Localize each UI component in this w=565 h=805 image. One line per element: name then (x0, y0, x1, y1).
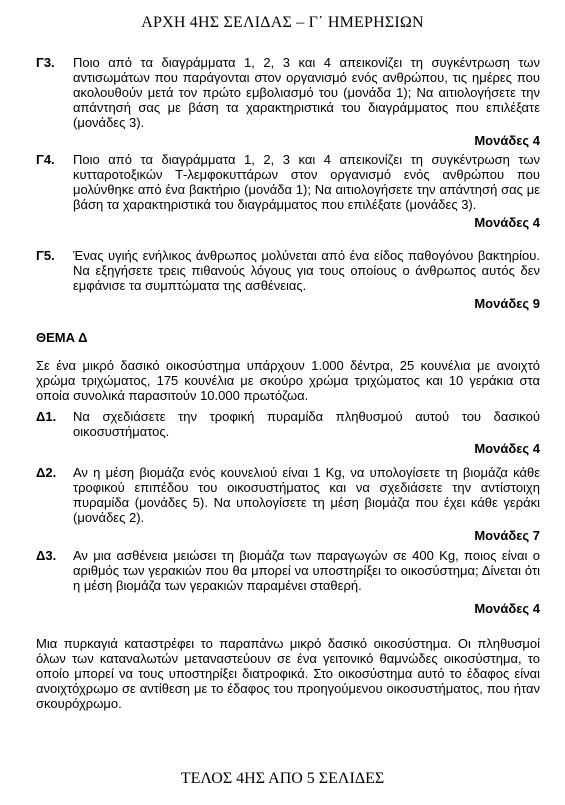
section-intro: Σε ένα μικρό δασικό οικοσύστημα υπάρχουν 1.000 δέντρα, 25 κουνέλια με ανοιχτό χρώμα τριχώματος, 175 κουνέλια με σκούρο χρώμα τριχώματος και 10 γεράκια στα οποία συνολικά παρασιτούν 10.000 πρωτόζωα. (36, 358, 540, 403)
question-text: Ένας υγιής ενήλικος άνθρωπος μολύνεται από ένα είδος παθογόνου βακτηρίου. Να εξηγήσετε τρεις πιθανούς λόγους για τους οποίους ο άνθρωπος αυτός δεν εμφάνισε τα συμπτώματα της ασθένειας. (73, 248, 540, 293)
question-text: Αν η μέση βιομάζα ενός κουνελιού είναι 1 Kg, να υπολογίσετε τη βιομάζα κάθε τροφικού επιπέδου του οικοσυστήματος και να σχεδιάσετε την αντίστοιχη πυραμίδα (μονάδες 5). Να υπολογίσετε τη μέση βιομάζα που έχει κάθε γεράκι (μονάδες 2). (73, 465, 540, 525)
marks-label: Μονάδες 4 (474, 133, 540, 148)
question-d2 (36, 465, 540, 543)
section-d (36, 330, 540, 403)
question-g4 (36, 152, 540, 230)
question-g3 (36, 55, 540, 148)
question-g5 (36, 248, 540, 311)
section-title: ΘΕΜΑ Δ (36, 330, 88, 345)
marks-label: Μονάδες 4 (474, 215, 540, 230)
marks-label: Μονάδες 4 (474, 601, 540, 616)
closing-text: Μια πυρκαγιά καταστρέφει το παραπάνω μικρό δασικό οικοσύστημα. Οι πληθυσμοί όλων των καταναλωτών μεταναστεύουν σε ένα γειτονικό θαμνώδες οικοσύστημα, το οποίο μπορεί να τους υποστηρίξει διατροφικά. Στο οικοσύστημα αυτό το έδαφος είναι ανοιχτόχρωμο σε αντίθεση με το έδαφος του προηγούμενου οικοσυστήματος, που ήταν σκουρόχρωμο. (36, 636, 540, 711)
question-d1 (36, 409, 540, 456)
question-number: Δ1. (36, 409, 57, 424)
question-d3 (36, 548, 540, 616)
question-text: Αν μια ασθένεια μειώσει τη βιομάζα των παραγωγών σε 400 Kg, ποιος είναι ο αριθμός των γερακιών που θα μπορεί να υποστηρίξει το οικοσύστημα; Δίνεται ότι η μέση βιομάζα των γερακιών παραμένει σταθερή. (73, 548, 540, 593)
page-footer: ΤΕΛΟΣ 4ΗΣ ΑΠΟ 5 ΣΕΛΙΔΕΣ (180, 770, 385, 787)
question-number: Γ3. (36, 55, 55, 70)
question-text: Να σχεδιάσετε την τροφική πυραμίδα πληθυσμού αυτού του δασικού οικοσυστήματος. (73, 409, 540, 439)
question-text: Ποιο από τα διαγράμματα 1, 2, 3 και 4 απεικονίζει τη συγκέντρωση των αντισωμάτων που παράγονται στον οργανισμό ενός ανθρώπου, τις ημέρες που ακολουθούν μετά τον πρώτο εμβολιασμό του (μονάδα 1); Να αιτιολογήσετε την απάντησή σας με βάση τα χαρακτηριστικά του διαγράμματος που επιλέξατε (μονάδες 3). (73, 55, 540, 130)
marks-label: Μονάδες 7 (474, 528, 540, 543)
closing-paragraph (36, 636, 540, 711)
marks-label: Μονάδες 4 (474, 441, 540, 456)
question-number: Δ2. (36, 465, 57, 480)
page-header: ΑΡΧΗ 4ΗΣ ΣΕΛΙΔΑΣ – Γ΄ ΗΜΕΡΗΣΙΩΝ (141, 14, 424, 31)
question-number: Δ3. (36, 548, 57, 563)
question-number: Γ5. (36, 248, 55, 263)
question-text: Ποιο από τα διαγράμματα 1, 2, 3 και 4 απεικονίζει τη συγκέντρωση των κυτταροτοξικών Τ-λεμφοκυττάρων στον οργανισμό ενός ανθρώπου που μολύνθηκε από ένα βακτήριο (μονάδα 1); Να αιτιολογήσετε την απάντησή σας με βάση τα χαρακτηριστικά του διαγράμματος που επιλέξατε (μονάδες 3). (73, 152, 540, 212)
marks-label: Μονάδες 9 (474, 296, 540, 311)
question-number: Γ4. (36, 152, 55, 167)
